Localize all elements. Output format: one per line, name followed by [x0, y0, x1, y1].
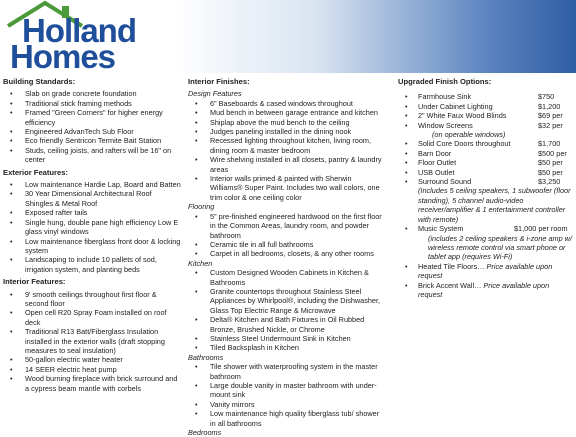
list-item: • Wood burning fireplace with brick surround and a cypress beam mantle with corbels: [3, 374, 181, 393]
option-price: $500 per: [538, 148, 567, 158]
list-item: • Shiplap above the mud bench to the ceiling: [188, 118, 386, 127]
option-price: $69 per: [538, 111, 563, 121]
header-banner: [0, 0, 576, 73]
list-item: • Engineered AdvanTech Sub Floor: [3, 127, 181, 136]
subsection-title-flooring: Flooring: [188, 202, 215, 212]
list-item: • 5" pre-finished engineered hardwood on the first floor in the Common Areas, laundry room, and powder bathroom: [188, 212, 386, 240]
option-price: $50 per: [538, 167, 563, 177]
list-item: • Slab on grade concrete foundation: [3, 89, 181, 98]
option-label: • Farmhouse Sink: [418, 92, 472, 102]
flooring-list: [188, 212, 386, 259]
list-item: • 9' smooth ceilings throughout first floor & second floor: [3, 290, 181, 309]
section-title-upgraded-options: Upgraded Finish Options:: [398, 77, 492, 86]
option-item: • Brick Accent Wall… Price available upon request: [398, 281, 574, 300]
design-features-list: [188, 99, 386, 202]
list-item: • Landscaping to include 10 pallets of sod, irrigation system, and planting beds: [3, 255, 181, 274]
option-price: $50 per: [538, 158, 563, 168]
list-item: • 6" Baseboards & cased windows throughout: [188, 99, 386, 108]
subsection-title-bathrooms: Bathrooms: [188, 352, 224, 362]
list-item: • Judges paneling installed in the dining nook: [188, 127, 386, 136]
option-label: • 2" White Faux Wood Blinds: [418, 111, 507, 121]
option-note: Price available upon request: [418, 280, 550, 299]
option-item: [398, 149, 574, 158]
option-item: [398, 121, 574, 140]
bathrooms-list: [188, 362, 386, 428]
option-item: [398, 168, 574, 177]
option-label: Heated Tile Floors: [418, 261, 478, 271]
list-item: • 14 SEER electric heat pump: [3, 365, 181, 374]
list-item: • Vanity mirrors: [188, 400, 386, 409]
interior-features-list: [3, 290, 181, 393]
option-price: $1,200: [538, 101, 561, 111]
list-item: • Mud bench in between garage entrance and kitchen: [188, 108, 386, 117]
list-item: • Interior walls primed & painted with Sherwin Williams® Super Paint. Includes two wall colors, one trim color & one ceiling color: [188, 174, 386, 202]
option-price: $3,250: [538, 177, 561, 187]
option-price: $32 per: [538, 120, 563, 130]
list-item: • Delta® Kitchen and Bath Fixtures in Oil Rubbed Bronze, Brushed Nickle, or Chrome: [188, 315, 386, 334]
option-label: • Window Screens: [418, 120, 473, 130]
option-note: (includes 2 ceiling speakers & i-zone amp w/ wireless remote control via smart phone or tablet app (requires Wi-Fi): [428, 233, 572, 262]
option-item: [398, 111, 574, 120]
option-label: • Music System: [418, 224, 464, 234]
option-note: Price available upon request: [418, 261, 553, 281]
column-middle: [188, 74, 386, 437]
subsection-title-kitchen: Kitchen: [188, 258, 213, 268]
list-item: • Custom Designed Wooden Cabinets in Kitchen & Bathrooms: [188, 268, 386, 287]
option-item: [398, 139, 574, 148]
list-item: • Traditional R13 Batt/Fiberglass Insulation installed in the exterior walls (draft stopping measures to seal insulation): [3, 327, 181, 355]
list-item: • Low maintenance Hardie Lap, Board and Batten: [3, 180, 181, 189]
option-label: Brick Accent Wall: [418, 280, 475, 290]
building-standards-list: [3, 89, 181, 164]
option-label: • USB Outlet: [418, 167, 455, 177]
list-item: • Tile shower with waterproofing system in the master bathroom: [188, 362, 386, 381]
option-item: [398, 177, 574, 224]
exterior-features-list: [3, 180, 181, 274]
list-item: • Carpet in all bedrooms, closets, & any other rooms: [188, 249, 386, 258]
option-price: $1,700: [538, 139, 561, 149]
list-item: • Low maintenance fiberglass front door & locking system: [3, 237, 181, 256]
list-item: • Studs, ceiling joists, and rafters will be 16" on center: [3, 146, 181, 165]
list-item: • 50-gallon electric water heater: [3, 355, 181, 364]
subsection-title-design-features: Design Features: [188, 89, 242, 99]
option-item: [398, 92, 574, 101]
subsection-title-bedrooms: Bedrooms: [188, 428, 222, 437]
list-item: • Framed "Green Corners" for higher energy efficiency: [3, 108, 181, 127]
option-label: • Under Cabinet Lighting: [418, 101, 493, 111]
section-title-interior-finishes: Interior Finishes:: [188, 77, 250, 86]
list-item: • Wire shelving installed in all closets, pantry & laundry areas: [188, 155, 386, 174]
list-item: • Low maintenance high quality fiberglass tub/ shower in all bathrooms: [188, 409, 386, 428]
list-item: • Tiled Backsplash in Kitchen: [188, 343, 386, 352]
list-item: • Large double vanity in master bathroom with under-mount sink: [188, 381, 386, 400]
option-note: (Includes 5 ceiling speakers, 1 subwoofer (floor standing), 5 channel audio-video receiver/amplifier & 1 entertainment controller with remote): [418, 186, 571, 224]
option-item: [398, 102, 574, 111]
section-title-exterior-features: Exterior Features:: [3, 167, 68, 177]
list-item: • Exposed rafter tails: [3, 208, 181, 217]
list-item: • Open cell R20 Spray Foam installed on roof deck: [3, 308, 181, 327]
option-item: [398, 158, 574, 167]
kitchen-list: [188, 268, 386, 353]
list-item: • Stainless Steel Undermount Sink in Kitchen: [188, 334, 386, 343]
logo-text-homes: Homes: [10, 38, 116, 75]
column-left: [3, 74, 181, 396]
option-label: • Barn Door: [418, 148, 452, 158]
option-label: • Surround Sound: [418, 177, 472, 187]
list-item: • Single hung, double pane high efficiency Low E glass vinyl windows: [3, 218, 181, 237]
list-item: • Eco friendly Sentricon Termite Bait Station: [3, 136, 181, 145]
holland-homes-logo: [2, 0, 152, 75]
option-price: $750: [538, 92, 555, 102]
option-label: • Floor Outlet: [418, 158, 457, 168]
column-right: [398, 74, 574, 299]
logo-text-holland: Holland: [22, 12, 136, 49]
option-item: • Heated Tile Floors… Price available upon request: [398, 262, 574, 281]
section-title-building-standards: Building Standards:: [3, 77, 76, 86]
list-item: • Traditional stick framing methods: [3, 99, 181, 108]
list-item: • Ceramic tile in all full bathrooms: [188, 240, 386, 249]
option-note: (on operable windows): [432, 130, 506, 140]
upgraded-options-list: [398, 92, 574, 299]
option-item: [398, 224, 574, 262]
option-price: $1,000 per room: [514, 224, 568, 234]
list-item: • Recessed lighting throughout kitchen, living room, dining room & master bedroom: [188, 136, 386, 155]
option-label: • Solid Core Doors throughout: [418, 139, 511, 149]
list-item: • Granite countertops throughout Stainless Steel Appliances by Whirlpool®, including the Dishwasher, Glass Top Electric Range & Microwave: [188, 287, 386, 315]
list-item: • 30 Year Dimensional Architectural Roof Shingles & Metal Roof: [3, 189, 181, 208]
section-title-interior-features: Interior Features:: [3, 277, 66, 287]
